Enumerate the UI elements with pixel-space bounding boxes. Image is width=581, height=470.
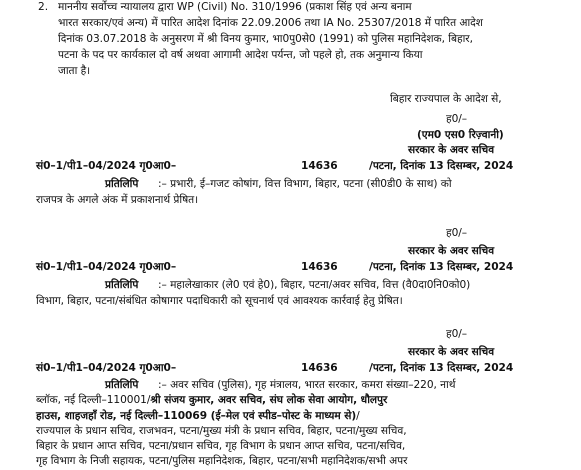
signatory-name: (एम0 एस0 रिज़्वानी) (417, 129, 504, 141)
copy-text: गृह विभाग के निजी सहायक, पटना/पुलिस महानिदेशक, बिहार, पटना/सभी महानिदेशक/सभी अपर (36, 455, 408, 467)
memo-number: सं0–1/पी1–04/2024 गृ0आ0– (36, 261, 177, 273)
copy-text: बिहार के प्रधान आप्त सचिव, पटना/प्रधान सचिव, गृह विभाग के प्रधान आप्त सचिव, पटना/सचिव, (36, 440, 406, 452)
copy-text-line (36, 393, 387, 407)
signatory-designation: सरकार के अवर सचिव (408, 346, 495, 358)
copy-label: प्रतिलिपि (105, 379, 139, 391)
copy-text-bold: हाउस, शाहजहाँ रोड, नई दिल्ली–110069 (ई–मेल एवं स्पीड–पोस्ट के माध्यम से) (36, 410, 357, 422)
paragraph-line: भारत सरकार/एवं अन्य) में पारित आदेश दिनांक 22.09.2006 तथा IA No. 25307/2018 में पारित आदेश (58, 17, 483, 29)
memo-number: सं0–1/पी1–04/2024 गृ0आ0– (36, 160, 177, 172)
copy-text: / (356, 410, 360, 422)
paragraph-line: जाता है। (58, 65, 91, 77)
copy-text: राज्यपाल के प्रधान सचिव, राजभवन, पटना/मुख्य मंत्री के प्रधान सचिव, बिहार, पटना/मुख्य सचिव, (36, 425, 407, 437)
memo-place-date: /पटना, दिनांक 13 दिसम्बर, 2024 (369, 160, 514, 172)
signature-sd: ह0/– (446, 328, 468, 340)
copy-text: :– महालेखाकार (ले0 एवं हे0), बिहार, पटना/अवर सचिव, वित्त (वै0दा0नि0को0) (158, 279, 471, 291)
memo-serial: 14636 (301, 261, 338, 273)
copy-text: :– अवर सचिव (पुलिस), गृह मंत्रालय, भारत सरकार, कमरा संख्या–220, नार्थ (158, 379, 456, 391)
paragraph-line: दिनांक 03.07.2018 के अनुसरण में श्री विनय कुमार, भा0पु0से0 (1991) को पुलिस महानिदेशक, बिहार, (58, 33, 473, 45)
signatory-designation: सरकार के अवर सचिव (408, 144, 495, 156)
copy-label: प्रतिलिपि (105, 279, 139, 291)
paragraph-line: माननीय सर्वोच्च न्यायालय द्वारा WP (Civil) No. 310/1996 (प्रकाश सिंह एवं अन्य बनाम (58, 1, 412, 13)
signature-sd: ह0/– (446, 113, 468, 125)
copy-text-bold: श्री संजय कुमार, अवर सचिव, संघ लोक सेवा आयोग, धौलपुर (150, 394, 388, 406)
paragraph-line: पटना के पद पर कार्यकाल दो वर्ष अथवा आगामी आदेश पर्यन्त, जो पहले हो, तक अनुमान्य किया (58, 49, 423, 61)
memo-number: सं0–1/पी1–04/2024 गृ0आ0– (36, 362, 177, 374)
signatory-designation: सरकार के अवर सचिव (408, 245, 495, 257)
copy-text: राजपत्र के अगले अंक में प्रकाशनार्थ प्रेषित। (36, 194, 199, 206)
memo-serial: 14636 (301, 362, 338, 374)
copy-text: ब्लॉक, नई दिल्ली–110001/ (36, 394, 151, 406)
copy-text: विभाग, बिहार, पटना/संबंधित कोषागार पदाधिकारी को सूचनार्थ एवं आवश्यक कार्रवाई हेतु प्रेषित। (36, 295, 403, 307)
copy-text: :– प्रभारी, ई–गजट कोषांग, वित्त विभाग, बिहार, पटना (सी0डी0 के साथ) को (158, 178, 452, 190)
memo-serial: 14636 (301, 160, 338, 172)
copy-text-line (36, 409, 360, 423)
governor-order-text: बिहार राज्यपाल के आदेश से, (390, 93, 502, 105)
signature-sd: ह0/– (446, 227, 468, 239)
paragraph-number: 2. (38, 1, 49, 13)
memo-place-date: /पटना, दिनांक 13 दिसम्बर, 2024 (369, 261, 514, 273)
copy-label: प्रतिलिपि (105, 178, 139, 190)
memo-place-date: /पटना, दिनांक 13 दिसम्बर, 2024 (369, 362, 514, 374)
